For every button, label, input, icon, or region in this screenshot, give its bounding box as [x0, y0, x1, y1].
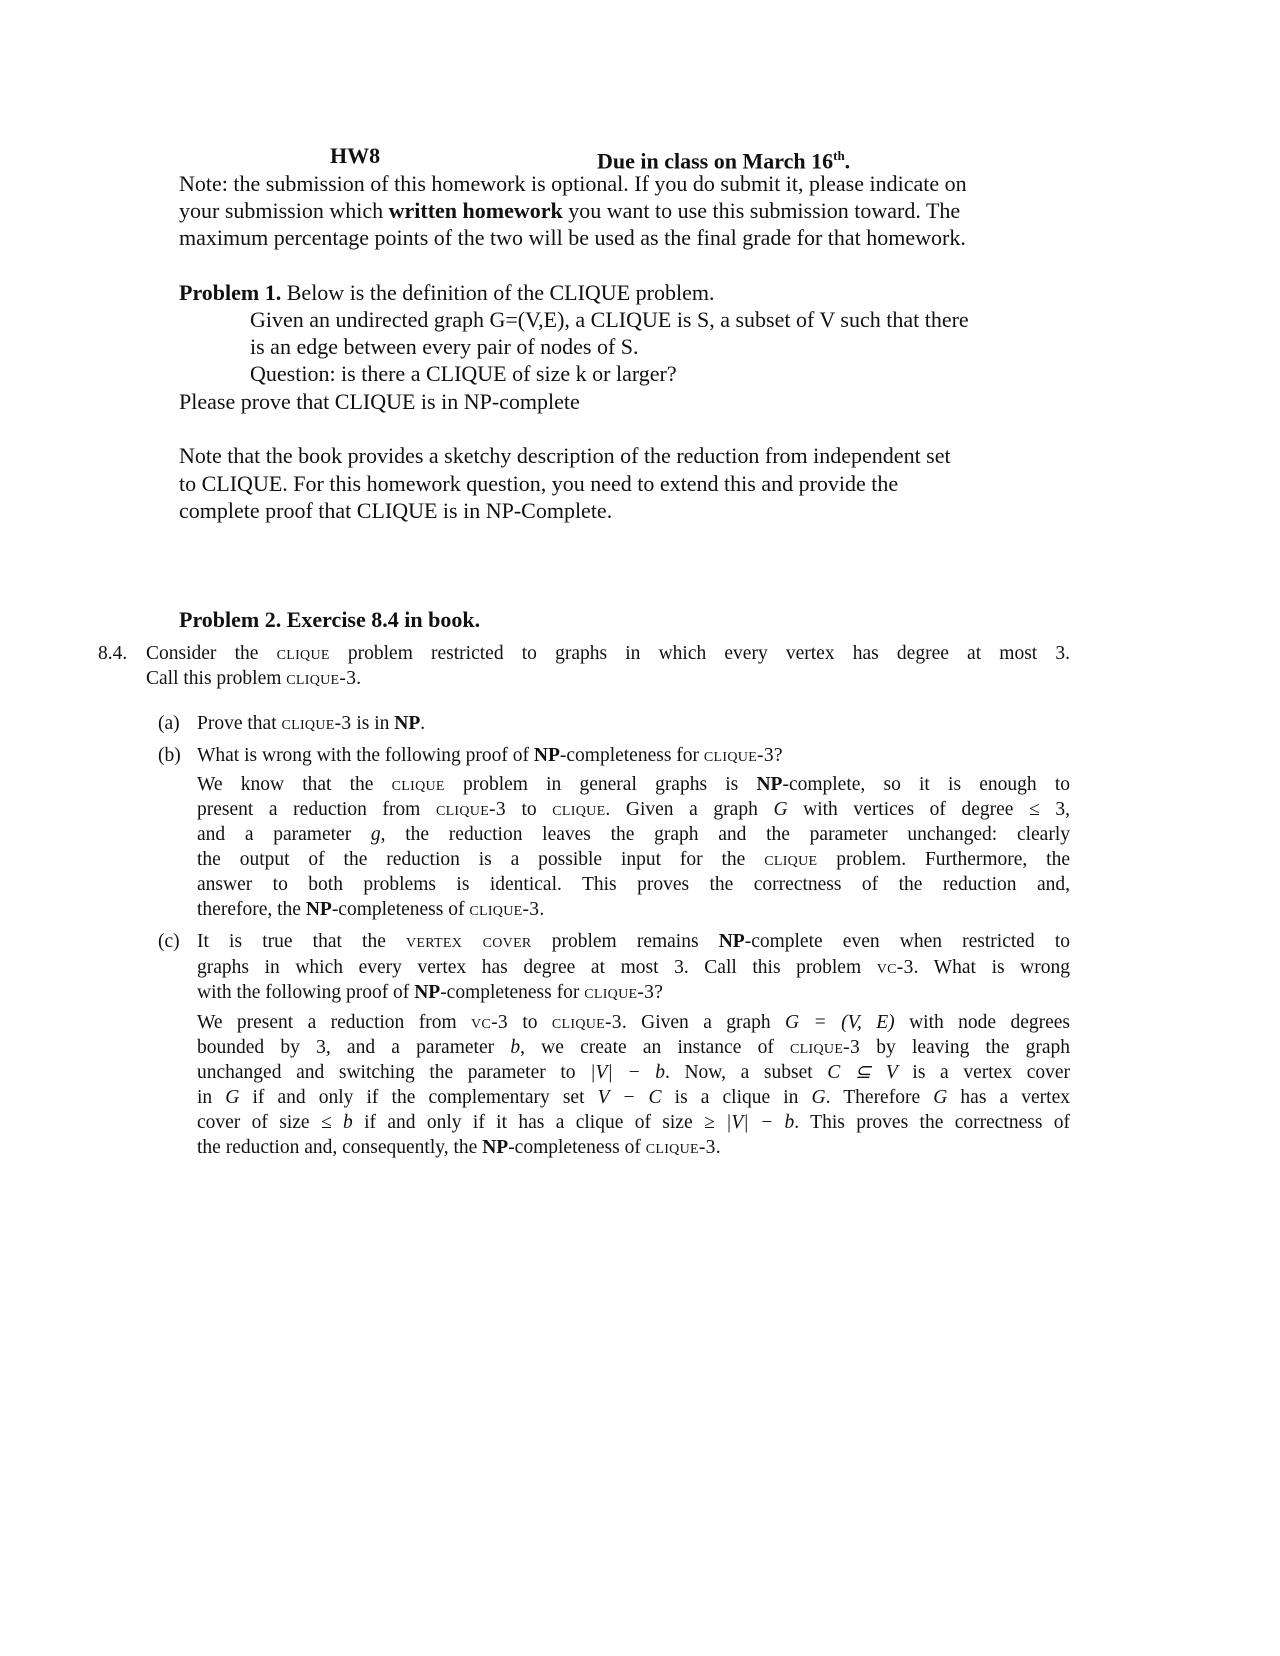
text-run: NP: [756, 774, 783, 795]
text-run: unchanged and switching the parameter to: [197, 1062, 591, 1083]
text-line: [197, 1061, 1070, 1085]
text-run: NP: [482, 1137, 509, 1158]
note2-line: [179, 443, 951, 469]
text-run: G: [811, 1087, 826, 1108]
text-run: problem remains: [531, 931, 719, 952]
text-line: [197, 823, 1070, 847]
text-run: to: [505, 799, 553, 820]
text-line: [197, 981, 663, 1005]
text-run: with vertices of degree ≤ 3,: [787, 799, 1070, 820]
text-run: clique-3: [551, 1012, 622, 1033]
text-run: -completeness for: [440, 982, 585, 1003]
text-run: . What is wrong: [913, 957, 1070, 978]
problem-1-line: [179, 389, 580, 415]
text-run: (c): [158, 931, 180, 952]
text-run: V − C: [597, 1087, 662, 1108]
text-run: . This proves the correctness of: [794, 1112, 1071, 1133]
text-run: complete proof that CLIQUE is in NP-Complete.: [179, 498, 613, 523]
text-line: [197, 1036, 1070, 1060]
problem-2-heading: [179, 607, 480, 633]
text-run: Problem 1.: [179, 280, 282, 305]
text-line: [146, 667, 361, 691]
text-line: [197, 898, 544, 922]
text-run: .: [539, 899, 545, 920]
text-run: to CLIQUE. For this homework question, you need to extend this and provide the: [179, 471, 899, 496]
text-line: [197, 930, 1070, 954]
due-end: .: [844, 148, 851, 174]
text-run: Prove that: [197, 713, 282, 734]
text-run: clique: [764, 849, 818, 870]
text-run: the output of the reduction is a possible input for the: [197, 849, 765, 870]
text-run: clique-3: [790, 1037, 861, 1058]
text-run: . Therefore: [825, 1087, 934, 1108]
problem-1-line: [250, 361, 677, 387]
text-line: [197, 848, 1070, 872]
text-run: problem restricted to graphs in which every vertex has degree at most 3.: [329, 643, 1071, 664]
text-run: . Given a graph: [605, 799, 774, 820]
exercise-number: [98, 642, 127, 666]
hw-title: HW8: [330, 143, 381, 168]
text-run: -completeness of: [331, 899, 470, 920]
text-run: written homework: [388, 198, 563, 223]
text-run: the reduction and, consequently, the: [197, 1137, 483, 1158]
text-run: clique-3: [286, 668, 357, 689]
text-run: We know that the: [197, 774, 392, 795]
text-run: G: [933, 1087, 948, 1108]
text-run: ≥ |V| − b: [703, 1112, 795, 1133]
text-run: if and only if the complementary set: [239, 1087, 598, 1108]
text-run: Note: the submission of this homework is optional. If you do submit it, please indicate on: [179, 171, 967, 196]
text-run: problem in general graphs is: [444, 774, 757, 795]
text-line: [197, 744, 783, 768]
text-run: . Given a graph: [621, 1012, 786, 1033]
text-run: . Now, a subset: [664, 1062, 828, 1083]
note-line: [179, 225, 966, 251]
text-run: Problem 2. Exercise 8.4 in book.: [179, 607, 481, 632]
text-run: b: [510, 1037, 521, 1058]
text-run: cover of size: [197, 1112, 321, 1133]
text-run: clique-3: [469, 899, 540, 920]
text-line: [197, 956, 1070, 980]
text-run: Consider the: [146, 643, 277, 664]
problem-1-line: [250, 334, 639, 360]
text-run: -completeness of: [508, 1137, 646, 1158]
text-line: [197, 873, 1070, 897]
text-run: is in: [351, 713, 395, 734]
text-run: clique-3: [281, 713, 352, 734]
text-run: present a reduction from: [197, 799, 436, 820]
text-run: problem. Furthermore, the: [817, 849, 1070, 870]
text-run: What is wrong with the following proof of: [197, 745, 534, 766]
text-run: Note that the book provides a sketchy description of the reduction from independent set: [179, 443, 951, 468]
text-run: clique: [552, 799, 606, 820]
text-line: [197, 1011, 1070, 1035]
text-run: .: [420, 713, 426, 734]
text-run: clique-3: [584, 982, 655, 1003]
text-line: [197, 773, 1070, 797]
text-run: (b): [158, 745, 181, 766]
text-run: with the following proof of: [197, 982, 415, 1003]
text-run: in: [197, 1087, 226, 1108]
text-run: ?: [773, 745, 783, 766]
text-run: answer to both problems is identical. This proves the correctness of the reduction and,: [197, 874, 1070, 895]
text-run: NP: [394, 713, 421, 734]
text-run: is an edge between every pair of nodes of S.: [250, 334, 639, 359]
text-run: .: [715, 1137, 721, 1158]
text-run: vc-3: [876, 957, 914, 978]
text-line: [197, 1136, 721, 1160]
text-run: clique: [276, 643, 330, 664]
text-run: your submission which: [179, 198, 389, 223]
text-line: [197, 798, 1070, 822]
text-run: you want to use this submission toward. The: [562, 198, 961, 223]
text-line: [146, 642, 1070, 666]
due-text: Due in class on March 16: [597, 148, 834, 174]
text-run: G: [225, 1087, 240, 1108]
text-run: ?: [654, 982, 663, 1003]
text-run: maximum percentage points of the two will be used as the final grade for that homework.: [179, 225, 966, 250]
text-run: NP: [533, 745, 560, 766]
text-run: Call this problem: [146, 668, 287, 689]
due-sup: th: [833, 148, 845, 163]
text-run: -complete even when restricted to: [744, 931, 1070, 952]
part-a-label: [158, 712, 180, 736]
problem-1-line: [250, 307, 969, 333]
problem-1-heading: [179, 280, 714, 306]
due-date: [597, 143, 850, 174]
text-run: , the reduction leaves the graph and the parameter unchanged: clearly: [380, 824, 1070, 845]
part-c-label: [158, 930, 180, 954]
text-run: therefore, the: [197, 899, 306, 920]
text-run: g: [370, 824, 381, 845]
text-run: to: [507, 1012, 552, 1033]
text-run: with node degrees: [894, 1012, 1070, 1033]
text-line: [197, 1111, 1070, 1135]
text-run: NP: [718, 931, 745, 952]
text-run: (a): [158, 713, 180, 734]
text-run: is a vertex cover: [897, 1062, 1070, 1083]
text-run: .: [356, 668, 362, 689]
note-line: [179, 198, 960, 224]
text-run: 8.4.: [98, 643, 128, 664]
text-line: [197, 1086, 1070, 1110]
text-run: graphs in which every vertex has degree at most 3. Call this problem: [197, 957, 877, 978]
text-run: clique-3: [645, 1137, 716, 1158]
text-run: vertex cover: [406, 931, 532, 952]
text-run: |V| − b: [590, 1062, 665, 1083]
text-run: has a vertex: [947, 1087, 1070, 1108]
text-run: and a parameter: [197, 824, 371, 845]
text-run: ≤ b: [320, 1112, 353, 1133]
text-run: is a clique in: [661, 1087, 812, 1108]
text-run: G = (V, E): [785, 1012, 895, 1033]
text-run: G: [773, 799, 788, 820]
text-run: Question: is there a CLIQUE of size k or larger?: [250, 361, 677, 386]
text-run: Given an undirected graph G=(V,E), a CLIQUE is S, a subset of V such that there: [250, 307, 969, 332]
text-run: NP: [305, 899, 332, 920]
part-b-label: [158, 744, 181, 768]
text-run: C ⊆ V: [827, 1062, 898, 1083]
note2-line: [179, 498, 612, 524]
text-run: clique-3: [703, 745, 774, 766]
note2-line: [179, 471, 898, 497]
text-run: bounded by 3, and a parameter: [197, 1037, 511, 1058]
text-run: vc-3: [471, 1012, 508, 1033]
text-run: NP: [414, 982, 441, 1003]
text-run: by leaving the graph: [860, 1037, 1070, 1058]
text-run: We present a reduction from: [197, 1012, 472, 1033]
text-run: It is true that the: [197, 931, 406, 952]
text-run: Below is the definition of the CLIQUE problem.: [281, 280, 715, 305]
text-run: -complete, so it is enough to: [782, 774, 1070, 795]
text-run: -completeness for: [559, 745, 704, 766]
text-run: Please prove that CLIQUE is in NP-complete: [179, 389, 580, 414]
note-line: [179, 171, 967, 197]
text-run: if and only if it has a clique of size: [352, 1112, 704, 1133]
text-line: [197, 712, 425, 736]
text-run: clique: [391, 774, 445, 795]
text-run: clique-3: [435, 799, 506, 820]
text-run: , we create an instance of: [520, 1037, 791, 1058]
